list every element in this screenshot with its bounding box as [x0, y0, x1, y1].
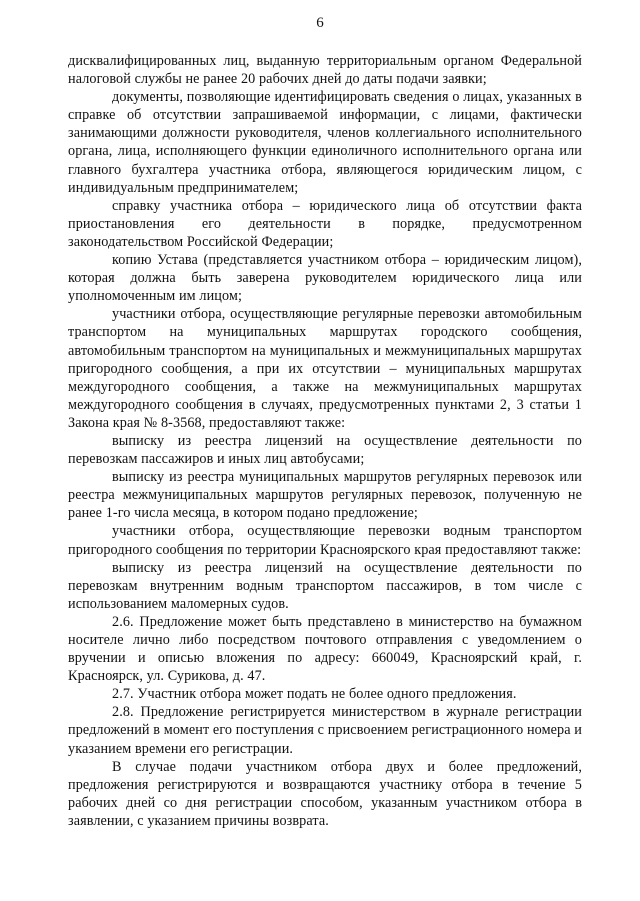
paragraph: копию Устава (представляется участником отбора – юридическим лицом), которая должна быть заверена руководителем юридического лица или уполномоченным им лицом;	[68, 252, 582, 305]
paragraph: выписку из реестра лицензий на осуществление деятельности по перевозкам внутренним водным транспортом пассажиров, в том числе с использованием маломерных судов.	[68, 559, 582, 612]
paragraph: В случае подачи участником отбора двух и более предложений, предложения регистрируются и возвращаются участнику отбора в течение 5 рабочих дней со дня регистрации способом, указанным участником отбора в заявлении, с указанием причины возврата.	[68, 758, 582, 829]
paragraph: участники отбора, осуществляющие перевозки водным транспортом пригородного сообщения по территории Красноярского края предоставляют также:	[68, 523, 582, 558]
paragraph: выписку из реестра муниципальных маршрутов регулярных перевозок или реестра межмуниципальных маршрутов регулярных перевозок, полученную не ранее 1-го числа месяца, в котором подано предложение;	[68, 469, 582, 522]
paragraph: 2.7. Участник отбора может подать не более одного предложения.	[112, 686, 517, 703]
paragraph: 2.6. Предложение может быть представлено в министерство на бумажном носителе лично либо посредством почтового отправления с уведомлением о вручении и описью вложения по адресу: 660049, Красноярский край, г. Красноярск, ул. Сурикова, д. 47.	[68, 613, 582, 685]
page-number: 6	[316, 15, 324, 31]
document-body	[68, 52, 582, 830]
paragraph: участники отбора, осуществляющие регулярные перевозки автомобильным транспортом на муниципальных маршрутах городского сообщения, автомобильным транспортом на муниципальных и межмуниципальных маршрутах пригородного сообщения, а при их отсутствии – муниципальных маршрутах междугородного сообщения, а также на межмуниципальных маршрутах междугородного сообщения в случаях, предусмотренных пунктами 2, 3 статьи 1 Закона края № 8-3568, предоставляют также:	[68, 306, 582, 431]
paragraph: справку участника отбора – юридического лица об отсутствии факта приостановления его деятельности в порядке, предусмотренном законодательством Российской Федерации;	[68, 197, 582, 250]
paragraph: выписку из реестра лицензий на осуществление деятельности по перевозкам пассажиров и иных лиц автобусами;	[68, 432, 582, 468]
paragraph: документы, позволяющие идентифицировать сведения о лицах, указанных в справке об отсутствии запрашиваемой информации, с лицами, фактически занимающими должности руководителя, членов коллегиального исполнительного органа, лица, исполняющего функции единоличного исполнительного органа или главного бухгалтера участника отбора, являющегося юридическим лицом, с индивидуальным предпринимателем;	[68, 89, 582, 196]
paragraph: 2.8. Предложение регистрируется министерством в журнале регистрации предложений в момент его поступления с присвоением регистрационного номера и указанием времени его регистрации.	[68, 704, 582, 757]
paragraph: дисквалифицированных лиц, выданную территориальным органом Федеральной налоговой службы не ранее 20 рабочих дней до даты подачи заявки;	[68, 53, 582, 88]
